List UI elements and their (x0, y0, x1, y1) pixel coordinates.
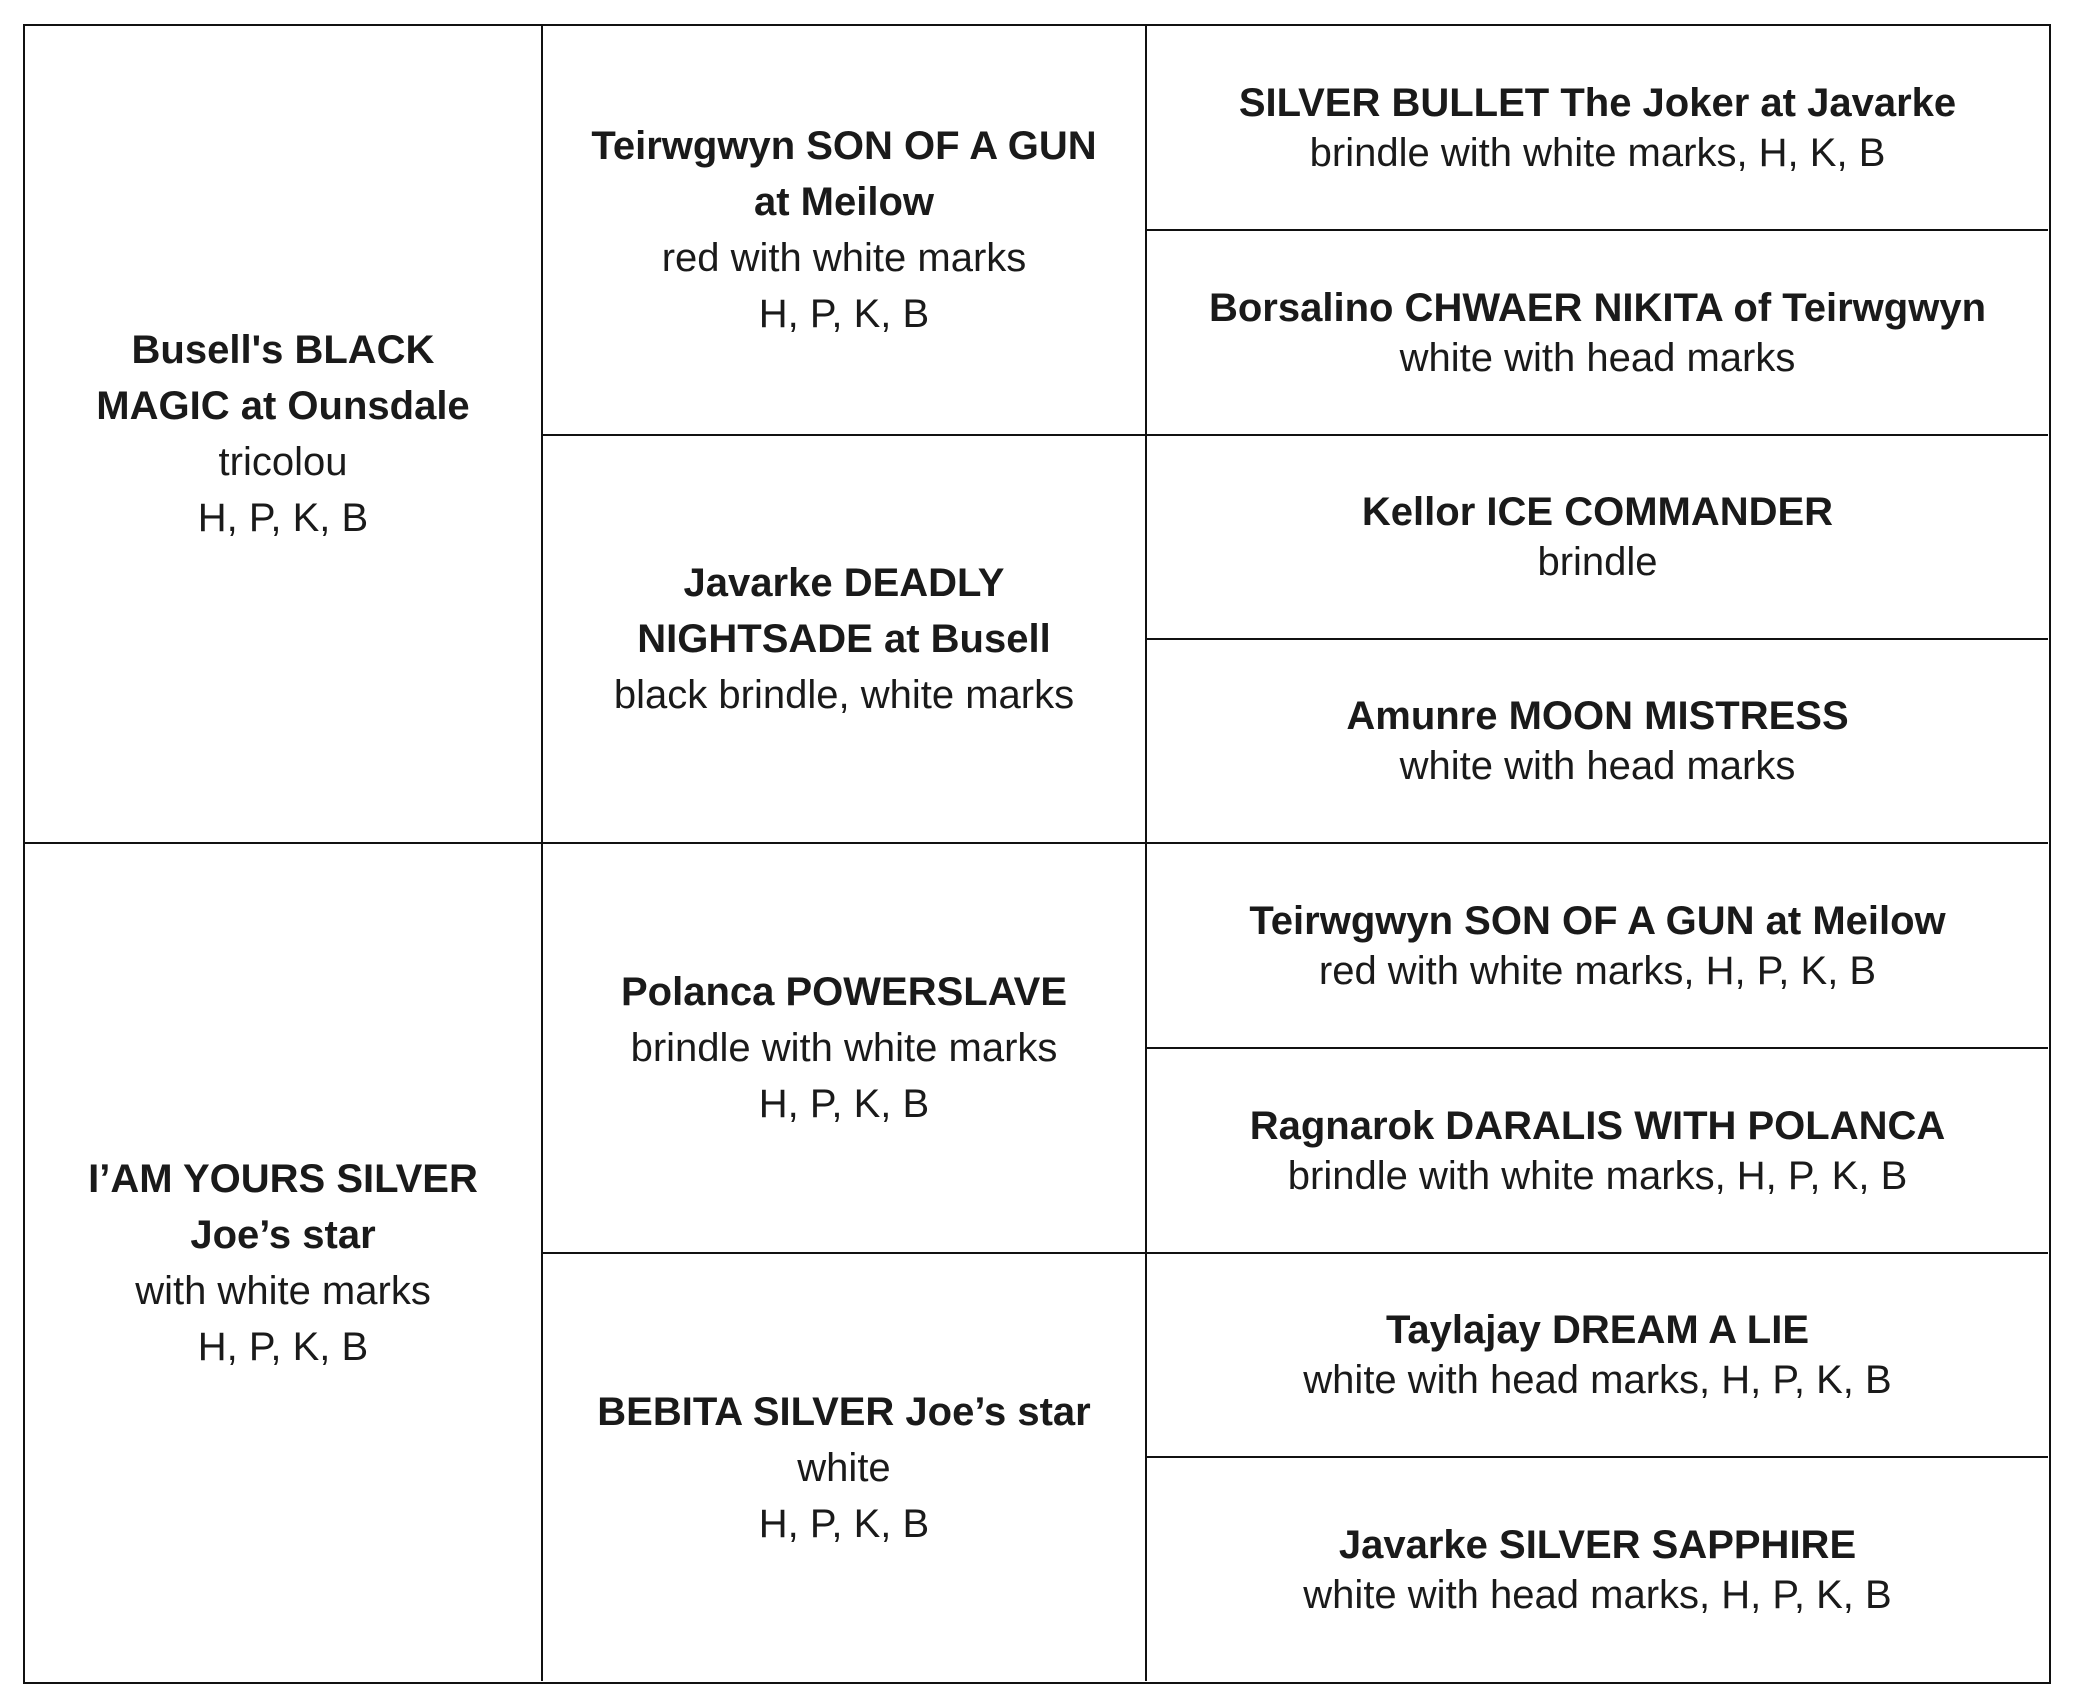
sire-dam-name-line-2: NIGHTSADE at Busell (637, 617, 1051, 661)
sds-name: Kellor ICE COMMANDER (1361, 490, 1834, 534)
sdd-cell (1147, 640, 2048, 844)
ddd-desc: white with head marks, H, P, K, B (1303, 1572, 1892, 1617)
dam-dam-cell (543, 1254, 1147, 1681)
sire-desc-line-2: H, P, K, B (197, 496, 369, 540)
sire-dam-desc-line-1: black brindle, white marks (613, 673, 1075, 717)
ddd-cell (1147, 1458, 2048, 1681)
sire-cell (25, 26, 543, 844)
dsd-name: Ragnarok DARALIS WITH POLANCA (1249, 1103, 1946, 1148)
sdd-desc: white with head marks (1399, 744, 1796, 788)
sire-sire-desc-line-2: H, P, K, B (758, 292, 930, 336)
dsd-cell (1147, 1049, 2048, 1254)
dam-dam-desc-line-2: H, P, K, B (758, 1501, 930, 1546)
pedigree-table (23, 24, 2051, 1684)
sss-desc: brindle with white marks, H, K, B (1309, 130, 1886, 175)
sire-sire-name-line-2: at Meilow (753, 180, 935, 224)
dam-dam-name-line-1: BEBITA SILVER Joe’s star (597, 1389, 1091, 1434)
sdd-name: Amunre MOON MISTRESS (1346, 694, 1849, 738)
sire-name-line-2: MAGIC at Ounsdale (96, 384, 470, 428)
ssd-cell (1147, 231, 2048, 436)
ddd-name: Javarke SILVER SAPPHIRE (1338, 1522, 1857, 1567)
sss-name: SILVER BULLET The Joker at Javarke (1238, 80, 1957, 125)
dam-desc-line-2: H, P, K, B (197, 1324, 369, 1369)
sire-sire-name-line-1: Teirwgwyn SON OF A GUN (591, 124, 1097, 168)
dds-desc: white with head marks, H, P, K, B (1303, 1358, 1892, 1402)
sds-desc: brindle (1537, 540, 1658, 584)
dam-cell (25, 844, 543, 1681)
dam-sire-cell (543, 844, 1147, 1254)
dam-name-line-1: I’AM YOURS SILVER (88, 1156, 478, 1201)
dds-name: Taylajay DREAM A LIE (1385, 1308, 1810, 1352)
ssd-desc: white with head marks (1399, 335, 1796, 380)
sire-desc-line-1: tricolou (218, 440, 348, 484)
dds-cell (1147, 1254, 2048, 1458)
sire-dam-cell (543, 436, 1147, 844)
sire-sire-desc-line-1: red with white marks (661, 236, 1027, 280)
dam-sire-desc-line-2: H, P, K, B (758, 1082, 930, 1126)
sire-name-line-1: Busell's BLACK (131, 328, 435, 372)
dss-cell (1147, 844, 2048, 1049)
dam-desc-line-1: with white marks (135, 1268, 431, 1313)
dss-desc: red with white marks, H, P, K, B (1318, 948, 1877, 993)
dsd-desc: brindle with white marks, H, P, K, B (1287, 1153, 1908, 1198)
dss-name: Teirwgwyn SON OF A GUN at Meilow (1249, 898, 1946, 943)
sds-cell (1147, 436, 2048, 640)
sss-cell (1147, 26, 2048, 231)
ssd-name: Borsalino CHWAER NIKITA of Teirwgwyn (1208, 285, 1987, 330)
dam-sire-name-line-1: Polanca POWERSLAVE (620, 970, 1067, 1014)
dam-sire-desc-line-1: brindle with white marks (630, 1026, 1058, 1070)
sire-sire-cell (543, 26, 1147, 436)
dam-dam-desc-line-1: white (797, 1445, 891, 1490)
dam-name-line-2: Joe’s star (190, 1212, 376, 1257)
sire-dam-name-line-1: Javarke DEADLY (683, 561, 1005, 605)
